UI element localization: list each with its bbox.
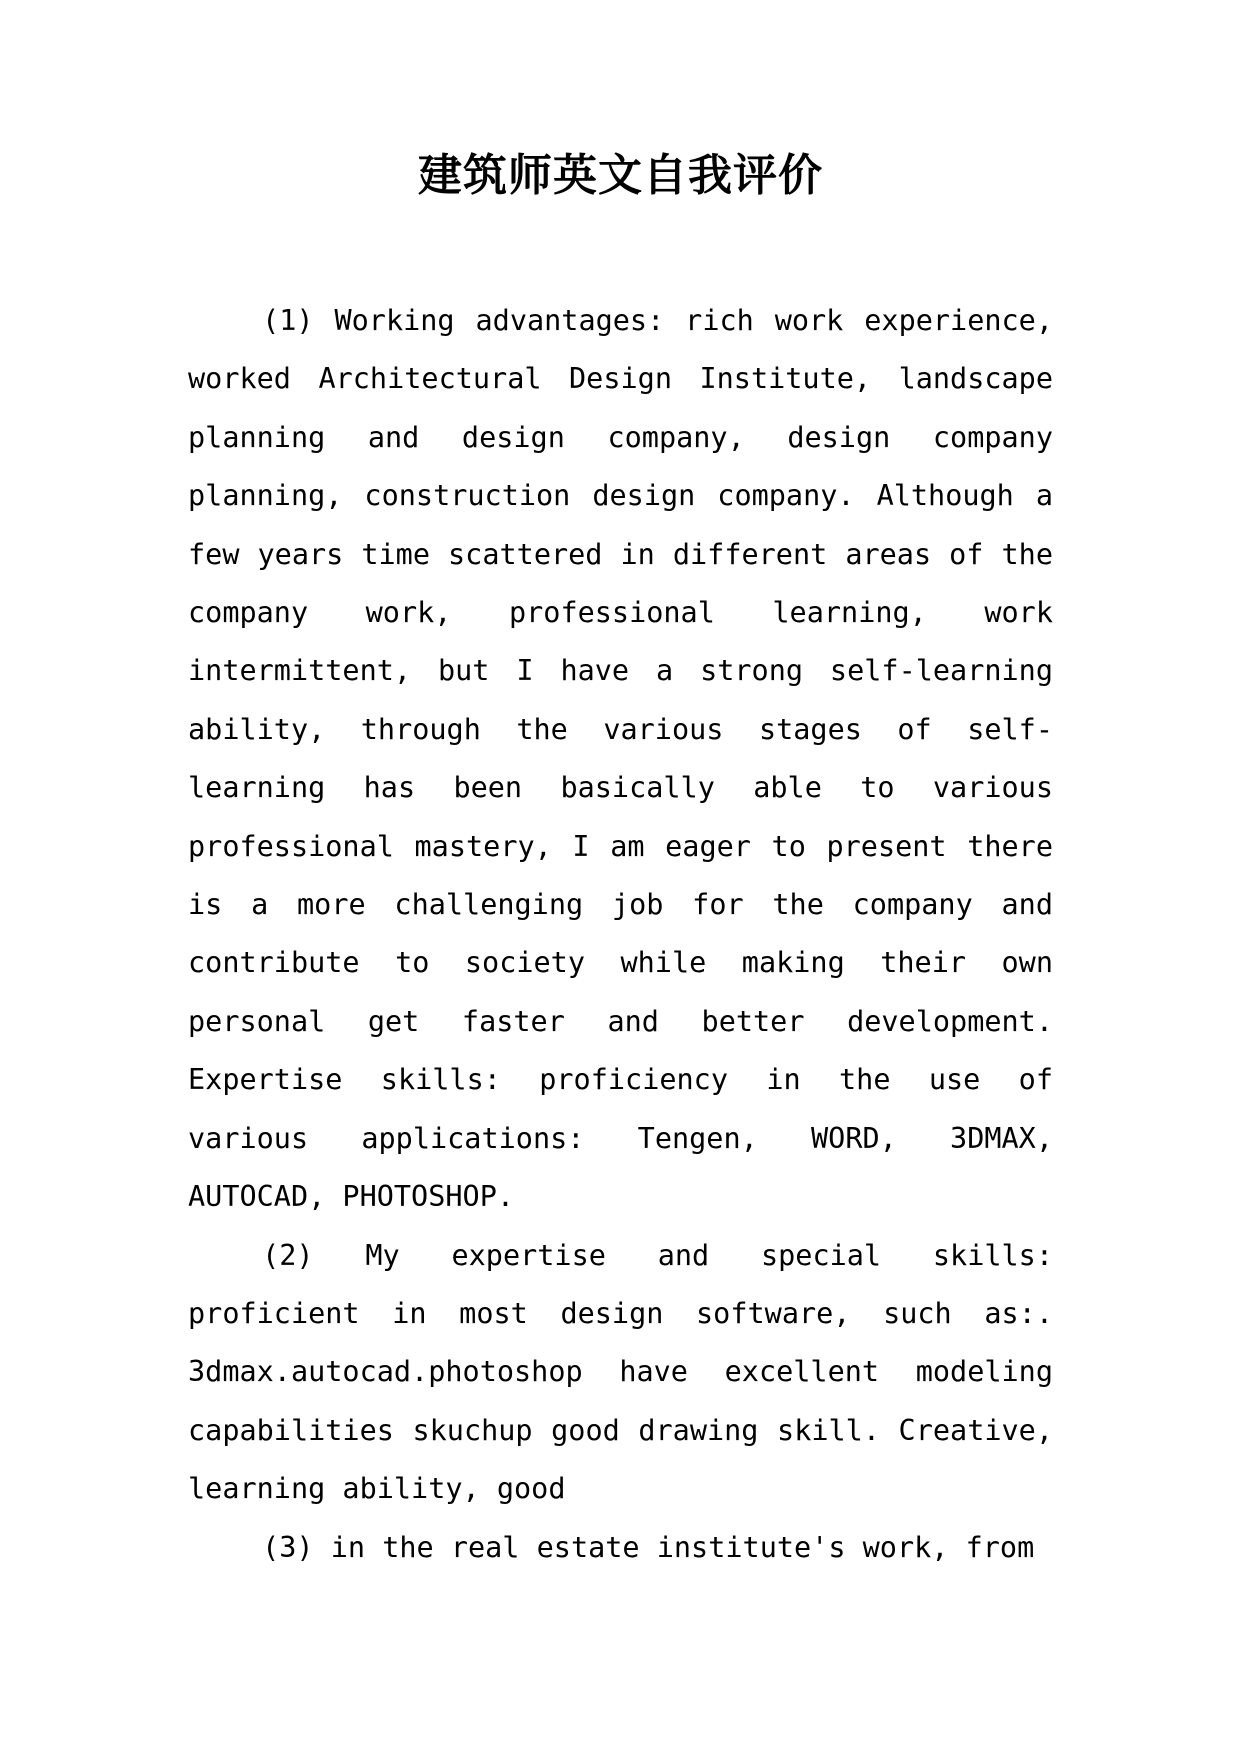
paragraph-2: (2) My expertise and special skills: proficient in most design software, such as:. 3dmax.autocad.photoshop have excellent modeling capabilities skuchup good drawing skill. Creative, learning ability, good [188,1238,1053,1506]
paragraph-3: (3) in the real estate institute's work, from [262,1530,1035,1564]
document-body [188,292,1053,1577]
document-title: 建筑师英文自我评价 [418,150,823,201]
paragraph-1: (1) Working advantages: rich work experience, worked Architectural Design Institute, landscape planning and design company, design company planning, construction design company. Although a few years time scattered in different areas of the company work, professional learning, work intermittent, but I have a strong self-learning ability, through the various stages of self-learning has been basically able to various professional mastery, I am eager to present there is a more challenging job for the company and contribute to society while making their own personal get faster and better development. Expertise skills: proficiency in the use of various applications: Tengen, WORD, 3DMAX, AUTOCAD, PHOTOSHOP. [188,304,1053,1214]
